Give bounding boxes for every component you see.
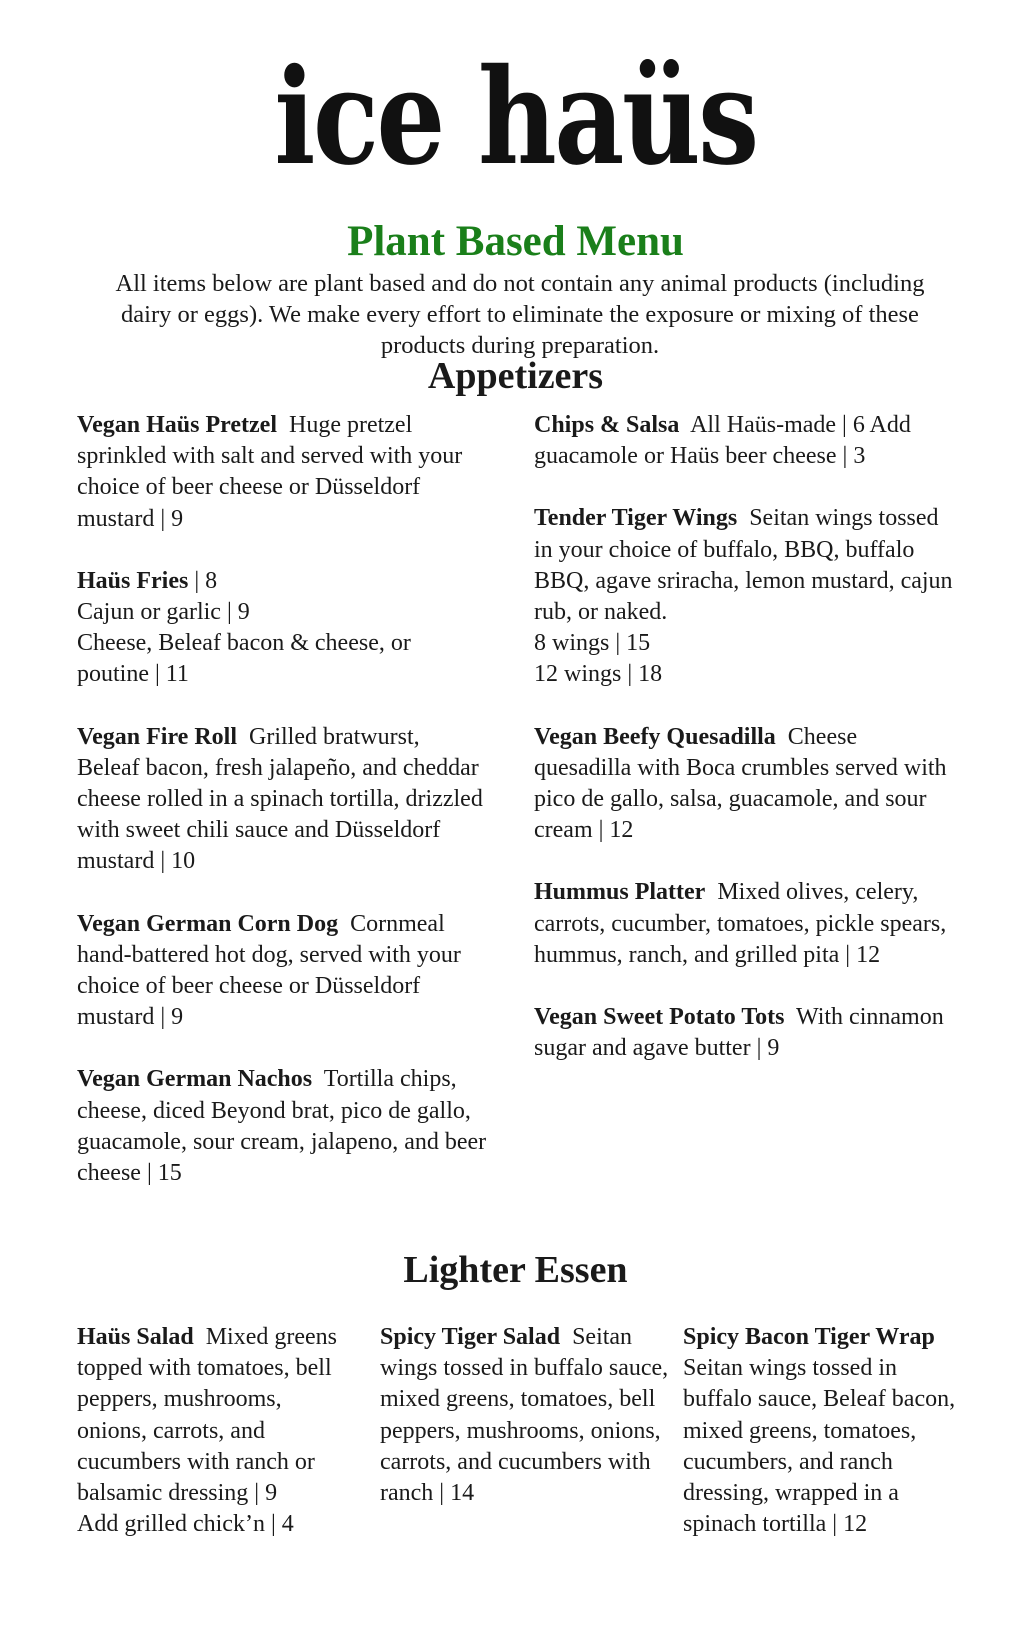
menu-item <box>77 410 487 535</box>
item-description: Seitan wings tossed in buffalo sauce, mixed greens, tomatoes, bell peppers, mushrooms, onions, carrots, and cucumbers with ranch | 14 <box>380 1324 669 1507</box>
item-description: Seitan wings tossed in your choice of buffalo, BBQ, buffalo BBQ, agave sriracha, lemon mustard, cajun rub, or naked. <box>534 505 953 626</box>
item-description: | 8 <box>194 567 218 594</box>
item-description: Huge pretzel sprinkled with salt and served with your choice of beer cheese or Düsseldorf mustard | 9 <box>77 412 463 532</box>
item-description: Mixed olives, celery, carrots, cucumber, tomatoes, pickle spears, hummus, ranch, and grilled pita | 12 <box>534 879 947 968</box>
item-description: All Haüs-made | 6 Add guacamole or Haüs beer cheese | 3 <box>534 412 911 470</box>
intro-paragraph: All items below are plant based and do not contain any animal products (including dairy or eggs). We make every effort to eliminate the exposure or mixing of these products during preparation. <box>115 270 925 359</box>
item-name: Chips & Salsa <box>534 412 680 438</box>
appetizers-right-column <box>534 410 954 1064</box>
item-option: 8 wings | 15 <box>534 630 651 657</box>
item-name: Spicy Tiger Salad <box>380 1324 561 1350</box>
item-name: Vegan German Nachos <box>77 1066 313 1093</box>
menu-subtitle: Plant Based Menu <box>347 218 684 265</box>
item-description: Tortilla chips, cheese, diced Beyond brat, pico de gallo, guacamole, sour cream, jalapeno, and beer cheese | 15 <box>77 1066 487 1187</box>
item-option: Cheese, Beleaf bacon & cheese, or poutine | 11 <box>77 630 411 688</box>
lighter-column-3 <box>683 1322 965 1540</box>
menu-item <box>683 1322 965 1540</box>
menu-item <box>380 1322 670 1509</box>
logo-wordmark: ice haüs <box>274 40 757 195</box>
item-name: Vegan Fire Roll <box>77 723 237 750</box>
item-name: Vegan Beefy Quesadilla <box>534 723 776 750</box>
item-name: Spicy Bacon Tiger Wrap <box>683 1324 935 1350</box>
menu-item <box>77 1322 345 1540</box>
menu-item <box>77 909 487 1034</box>
item-description: Seitan wings tossed in buffalo sauce, Beleaf bacon, mixed greens, tomatoes, cucumbers, and ranch dressing, wrapped in a spinach tortilla | 12 <box>683 1355 956 1538</box>
lighter-column-1 <box>77 1322 345 1540</box>
item-description: Grilled bratwurst, Beleaf bacon, fresh jalapeño, and cheddar cheese rolled in a spinach tortilla, drizzled with sweet chili sauce and Düsseldorf mustard | 10 <box>77 723 483 875</box>
item-name: Vegan Haüs Pretzel <box>77 412 277 438</box>
menu-item <box>534 503 954 690</box>
menu-item <box>77 722 487 878</box>
section-title-lighter-essen: Lighter Essen <box>403 1249 628 1291</box>
item-name: Vegan German Corn Dog <box>77 910 339 937</box>
menu-item <box>534 722 954 847</box>
item-name: Hummus Platter <box>534 879 706 906</box>
item-description: Cheese quesadilla with Boca crumbles served with pico de gallo, salsa, guacamole, and sour cream | 12 <box>534 723 947 844</box>
menu-item <box>77 566 487 691</box>
item-name: Haüs Salad <box>77 1324 194 1350</box>
menu-item <box>534 1002 954 1064</box>
item-description: Mixed greens topped with tomatoes, bell peppers, mushrooms, onions, carrots, and cucumbers with ranch or balsamic dressing | 9 <box>77 1324 338 1507</box>
item-name: Tender Tiger Wings <box>534 505 738 532</box>
menu-item <box>534 877 954 971</box>
item-option: Cajun or garlic | 9 <box>77 599 250 626</box>
item-name: Haüs Fries <box>77 567 189 594</box>
menu-item <box>534 410 954 472</box>
item-name: Vegan Sweet Potato Tots <box>534 1004 785 1031</box>
lighter-column-2 <box>380 1322 670 1509</box>
section-title-appetizers: Appetizers <box>427 355 604 397</box>
item-option: Add grilled chick’n | 4 <box>77 1511 294 1538</box>
menu-item <box>77 1064 487 1189</box>
appetizers-left-column <box>77 410 487 1189</box>
item-description: Cornmeal hand-battered hot dog, served with your choice of beer cheese or Düsseldorf mustard | 9 <box>77 910 461 1031</box>
item-option: 12 wings | 18 <box>534 661 663 688</box>
item-description: With cinnamon sugar and agave butter | 9 <box>534 1004 944 1062</box>
